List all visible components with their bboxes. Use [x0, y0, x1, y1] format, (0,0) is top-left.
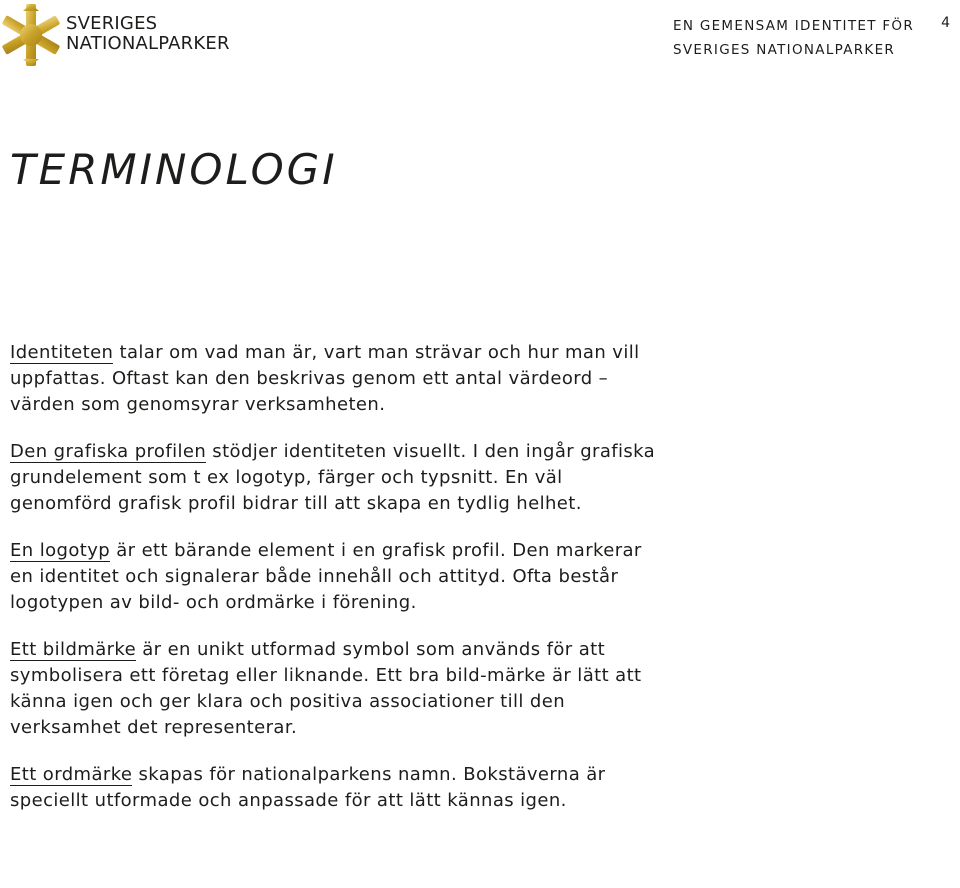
running-title-line-2: SVERIGES NATIONALPARKER [673, 42, 896, 58]
term-grafiska-profilen: Den grafiska profilen [10, 441, 207, 462]
document-running-title [673, 14, 914, 62]
logo-line-1: SVERIGES [66, 13, 158, 34]
page-number: 4 [941, 15, 950, 31]
running-title-line-1: EN GEMENSAM IDENTITET FÖR [673, 18, 914, 34]
terminology-body [10, 340, 660, 835]
logo-line-2: NATIONALPARKER [66, 33, 230, 54]
paragraph-wordmark [10, 762, 660, 814]
term-ordmarke: Ett ordmärke [10, 764, 133, 785]
paragraph-text: är en unikt utformad symbol som används för att symbolisera ett företag eller liknande. Ett bra bild-märke är lätt att känna igen och ger klara och positiva associationer till den verksamhet det representerar. [10, 639, 642, 738]
snowflake-logo-icon [2, 2, 60, 68]
paragraph-text: skapas för nationalparkens namn. Bokstäverna är speciellt utformade och anpassade för att lätt kännas igen. [10, 764, 606, 811]
page-header [0, 0, 960, 70]
term-logotyp: En logotyp [10, 540, 111, 561]
paragraph-text: är ett bärande element i en grafisk profil. Den markerar en identitet och signalerar både innehåll och attityd. Ofta består logotypen av bild- och ordmärke i förening. [10, 540, 642, 613]
page-title: TERMINOLOGI [10, 145, 338, 194]
term-identiteten: Identiteten [10, 342, 114, 363]
paragraph-text: stödjer identiteten visuellt. I den ingår grafiska grundelement som t ex logotyp, färger och typsnitt. En väl genomförd grafisk profil bidrar till att skapa en tydlig helhet. [10, 441, 656, 514]
paragraph-symbol [10, 637, 660, 741]
logo-wordmark [66, 14, 230, 54]
paragraph-identity [10, 340, 660, 418]
paragraph-logotype [10, 538, 660, 616]
term-bildmarke: Ett bildmärke [10, 639, 137, 660]
paragraph-text: talar om vad man är, vart man strävar och hur man vill uppfattas. Oftast kan den beskrivas genom ett antal värdeord – värden som genomsyrar verksamheten. [10, 342, 640, 415]
paragraph-graphic-profile [10, 439, 660, 517]
